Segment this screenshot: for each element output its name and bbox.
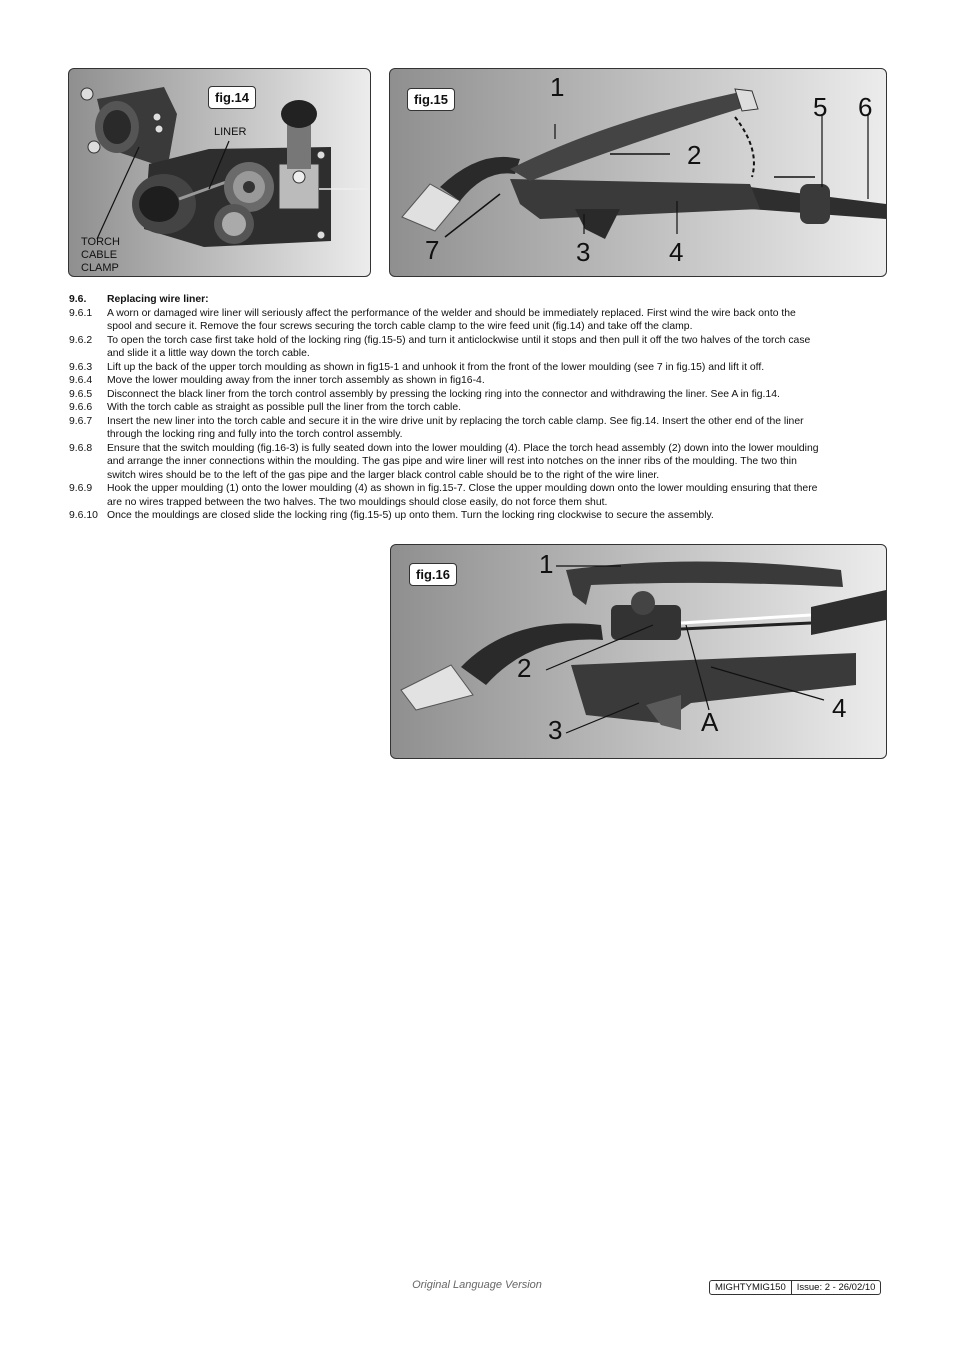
model-number: MIGHTYMIG150 — [715, 1282, 786, 1293]
step-text: Ensure that the switch moulding (fig.16-3) is fully seated down into the lower moulding (4). Place the torch head assembly (2) down into the lower moulding — [107, 442, 819, 454]
step-text: spool and secure it. Remove the four screws securing the torch cable clamp to the wire feed unit (fig.14) and take off the clamp. — [107, 321, 693, 332]
step-text: are no wires trapped between the two halves. The two mouldings should close easily, do not force them shut. — [107, 496, 608, 508]
figure-14-label: fig.14 — [208, 86, 256, 109]
section-number: 9.6. — [69, 294, 87, 305]
step-text: and arrange the inner connections within the moulding. The gas pipe and wire liner will rest into notches on the inner ribs of the moulding. The two thin — [107, 456, 797, 467]
step-text: and slide it a little way down the torch cable. — [107, 348, 310, 359]
clamp-label-line: TORCH — [81, 236, 120, 248]
step-text: Move the lower moulding away from the inner torch assembly as shown in fig16-4. — [107, 375, 485, 386]
instruction-step — [69, 374, 885, 388]
clamp-label-line: CABLE — [81, 249, 118, 261]
callout-1: 1 — [539, 549, 554, 579]
callout-4: 4 — [832, 693, 847, 723]
callout-5: 5 — [813, 92, 828, 122]
instruction-step — [69, 334, 885, 361]
step-text: With the torch cable as straight as possible pull the liner from the torch cable. — [107, 402, 462, 413]
step-number: 9.6.9 — [69, 483, 93, 494]
figure-15 — [389, 68, 887, 277]
original-language-note: Original Language Version — [412, 1279, 542, 1291]
step-text: through the locking ring and fully into the torch control assembly. — [107, 429, 403, 440]
clamp-label-line: CLAMP — [81, 262, 119, 274]
instruction-step — [69, 482, 885, 509]
step-text: Disconnect the black liner from the torch control assembly by pressing the locking ring into the connector and withdrawing the liner. See A in fig.14. — [107, 388, 780, 400]
torch-cable-clamp-label — [81, 236, 120, 275]
step-text: To open the torch case first take hold of the locking ring (fig.15-5) and turn it anticlockwise until it stops and then pull it off the two halves of the torch case — [107, 334, 811, 346]
callout-3: 3 — [576, 237, 591, 267]
document-reference-box — [709, 1280, 881, 1295]
figure-16-label: fig.16 — [409, 563, 457, 586]
callout-3: 3 — [548, 715, 563, 745]
figure-16 — [390, 544, 887, 759]
figure-15-illustration — [390, 69, 886, 276]
figure-14 — [68, 68, 371, 277]
instruction-step — [69, 361, 885, 375]
liner-label: LINER — [214, 126, 247, 138]
step-number: 9.6.1 — [69, 307, 93, 319]
figure-16-illustration — [391, 545, 886, 758]
figure-15-label: fig.15 — [407, 88, 455, 111]
instruction-step — [69, 509, 885, 523]
step-text: A worn or damaged wire liner will seriously affect the performance of the welder and should be immediately replaced. First wind the wire back onto the — [107, 307, 796, 319]
instruction-step — [69, 388, 885, 402]
step-text: Lift up the back of the upper torch moulding as shown in fig15-1 and unhook it from the front of the lower moulding (see 7 in fig.15) and lift it off. — [107, 361, 765, 373]
issue-date: Issue: 2 - 26/02/10 — [791, 1281, 881, 1294]
callout-A: A — [701, 707, 719, 737]
instruction-step — [69, 442, 885, 483]
step-number: 9.6.4 — [69, 375, 93, 386]
instruction-step — [69, 415, 885, 442]
section-title: Replacing wire liner: — [107, 294, 209, 305]
section-heading — [69, 293, 885, 307]
callout-2: 2 — [517, 653, 532, 683]
step-text: switch wires should be to the left of the gas pipe and the larger black control cable should be to the right of the wire liner. — [107, 469, 660, 481]
step-text: Once the mouldings are closed slide the locking ring (fig.15-5) up onto them. Turn the locking ring clockwise to secure the assembly. — [107, 510, 714, 521]
callout-1: 1 — [550, 72, 565, 102]
step-text: Insert the new liner into the torch cable and secure it in the wire drive unit by replacing the torch cable clamp. See fig.14. Insert the other end of the liner — [107, 415, 804, 427]
instruction-step — [69, 307, 885, 334]
step-number: 9.6.3 — [69, 361, 93, 373]
replacing-wire-liner-section — [69, 293, 885, 523]
step-text: Hook the upper moulding (1) onto the lower moulding (4) as shown in fig.15-7. Close the upper moulding down onto the lower moulding ensuring that there — [107, 483, 818, 494]
step-number: 9.6.10 — [69, 510, 98, 521]
step-number: 9.6.6 — [69, 402, 93, 413]
callout-6: 6 — [858, 92, 873, 122]
callout-4: 4 — [669, 237, 684, 267]
callout-7: 7 — [425, 235, 440, 265]
step-number: 9.6.2 — [69, 334, 93, 346]
step-number: 9.6.8 — [69, 442, 93, 454]
callout-2: 2 — [687, 140, 702, 170]
step-number: 9.6.7 — [69, 415, 93, 427]
instruction-step — [69, 401, 885, 415]
step-number: 9.6.5 — [69, 388, 93, 400]
